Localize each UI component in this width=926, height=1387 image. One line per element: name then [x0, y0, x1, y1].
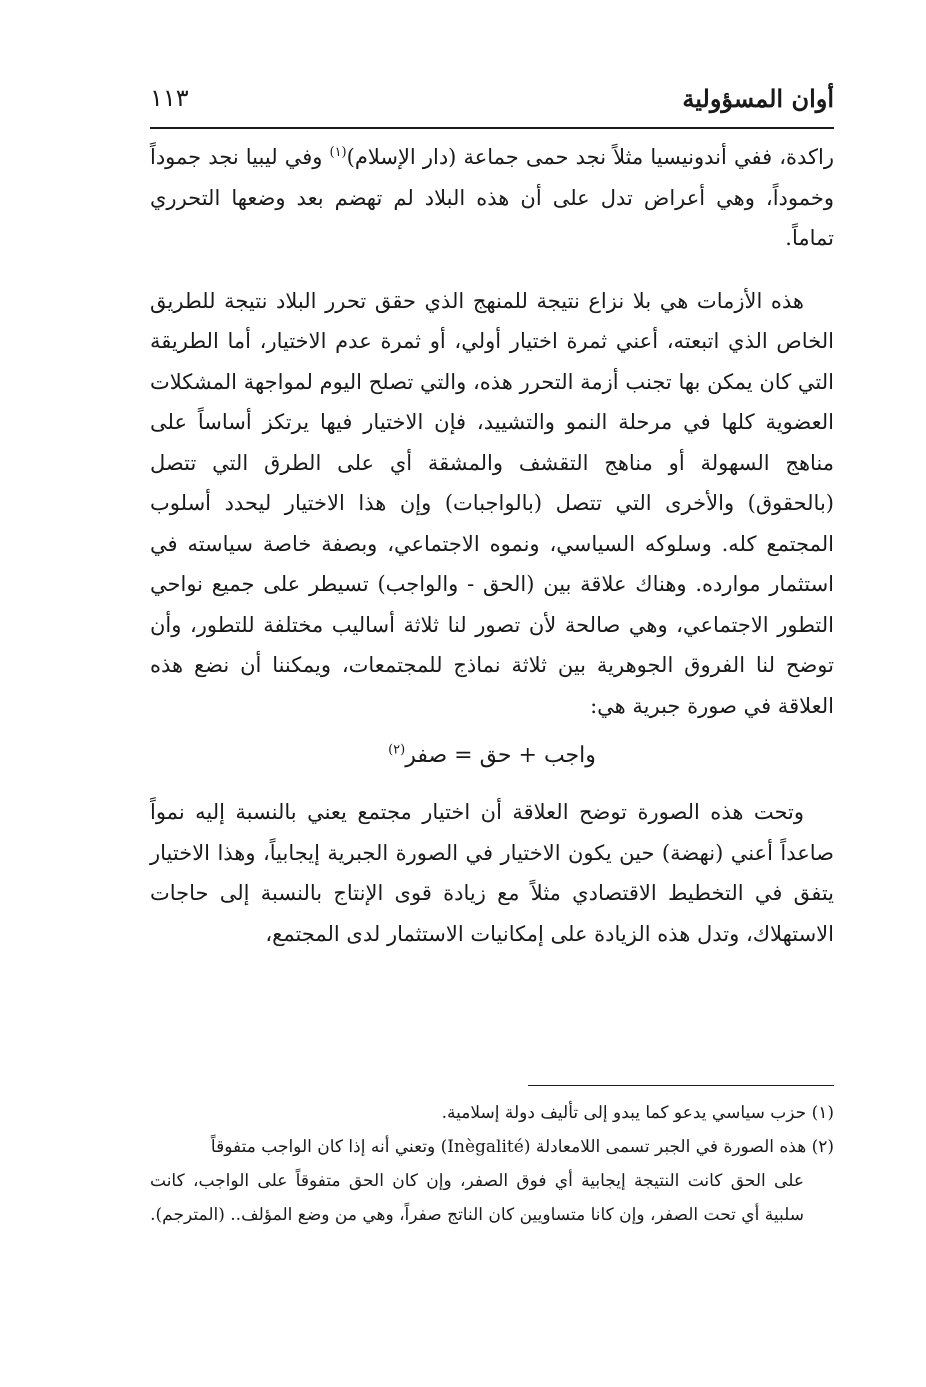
paragraph-2: هذه الأزمات هي بلا نزاع نتيجة للمنهج الذي حقق تحرر البلاد نتيجة للطريق الخاص الذي اتبعته، أعني ثمرة اختيار أولي، أو ثمرة عدم الاختيار، أما الطريقة التي كان يمكن بها تجنب أزمة التحرر هذه، والتي تصلح اليوم لمواجهة المشكلات العضوية كلها في مرحلة النمو والتشييد، فإن الاختيار فيها يرتكز أساساً على مناهج السهولة أو مناهج التقشف والمشقة أي على الطرق التي تتصل (بالحقوق) والأخرى التي تتصل (بالواجبات) وإن هذا الاختيار ليحدد أسلوب المجتمع كله. وسلوكه السياسي، ونموه الاجتماعي، وبصفة خاصة سياسته في استثمار موارده. وهناك علاقة بين (الحق - والواجب) تسيطر على جميع نواحي التطور الاجتماعي، وهي صالحة لأن تصور لنا ثلاثة أساليب مختلفة للتطور، وأن توضح لنا الفروق الجوهرية بين ثلاثة نماذج للمجتمعات، ويمكننا أن نضع هذه العلاقة في صورة جبرية هي:: [150, 288, 834, 718]
paragraph-1: [150, 137, 834, 259]
footnote-1: (١) حزب سياسي يدعو كما يبدو إلى تأليف دولة إسلامية.: [441, 1103, 834, 1123]
paragraph-3: وتحت هذه الصورة توضح العلاقة أن اختيار مجتمع يعني بالنسبة إليه نمواً صاعداً أعني (نهضة) حين يكون الاختيار في الصورة الجبرية إيجابياً، وهذا الاختيار يتفق في التخطيط الاقتصادي مثلاً مع زيادة قوى الإنتاج بالنسبة إلى حاجات الاستهلاك، وتدل هذه الزيادة على إمكانيات الاستثمار لدى المجتمع،: [150, 800, 834, 946]
footnote-2-line1: (٢) هذه الصورة في الجبر تسمى اللامعادلة (Inègalité) وتعني أنه إذا كان الواجب متفوقاً: [210, 1137, 834, 1157]
footnote-2: [150, 1130, 834, 1164]
footnote-2-continuation: على الحق كانت النتيجة إيجابية أي فوق الصفر، وإن كان الحق متفوقاً على الواجب، كانت سلبية أي تحت الصفر، وإن كانا متساويين كان الناتج صفراً، وهي من وضع المؤلف.. (المترجم).: [150, 1171, 804, 1225]
footnote-divider: [528, 1085, 834, 1086]
paragraph-1-text: راكدة، ففي أندونيسيا مثلاً نجد حمى جماعة (دار الإسلام): [346, 145, 834, 169]
page-header: [150, 84, 834, 124]
footnotes: [150, 1096, 834, 1232]
running-title: أوان المسؤولية: [682, 84, 834, 113]
footnote-ref-1: (١): [329, 145, 347, 160]
main-text: [150, 137, 834, 954]
header-divider: [150, 127, 834, 129]
paragraph-1-rest: وفي ليبيا نجد جموداً وخموداً، وهي أعراض تدل على أن هذه البلاد لم تهضم بعد وضعها التحرري تماماً.: [150, 145, 834, 250]
equation: [150, 734, 834, 778]
footnote-ref-2: (٢): [388, 742, 406, 758]
paragraph-gap: [150, 259, 834, 281]
page-number: ١١٣: [150, 84, 189, 112]
equation-text: واجب + حق = صفر: [405, 743, 596, 768]
